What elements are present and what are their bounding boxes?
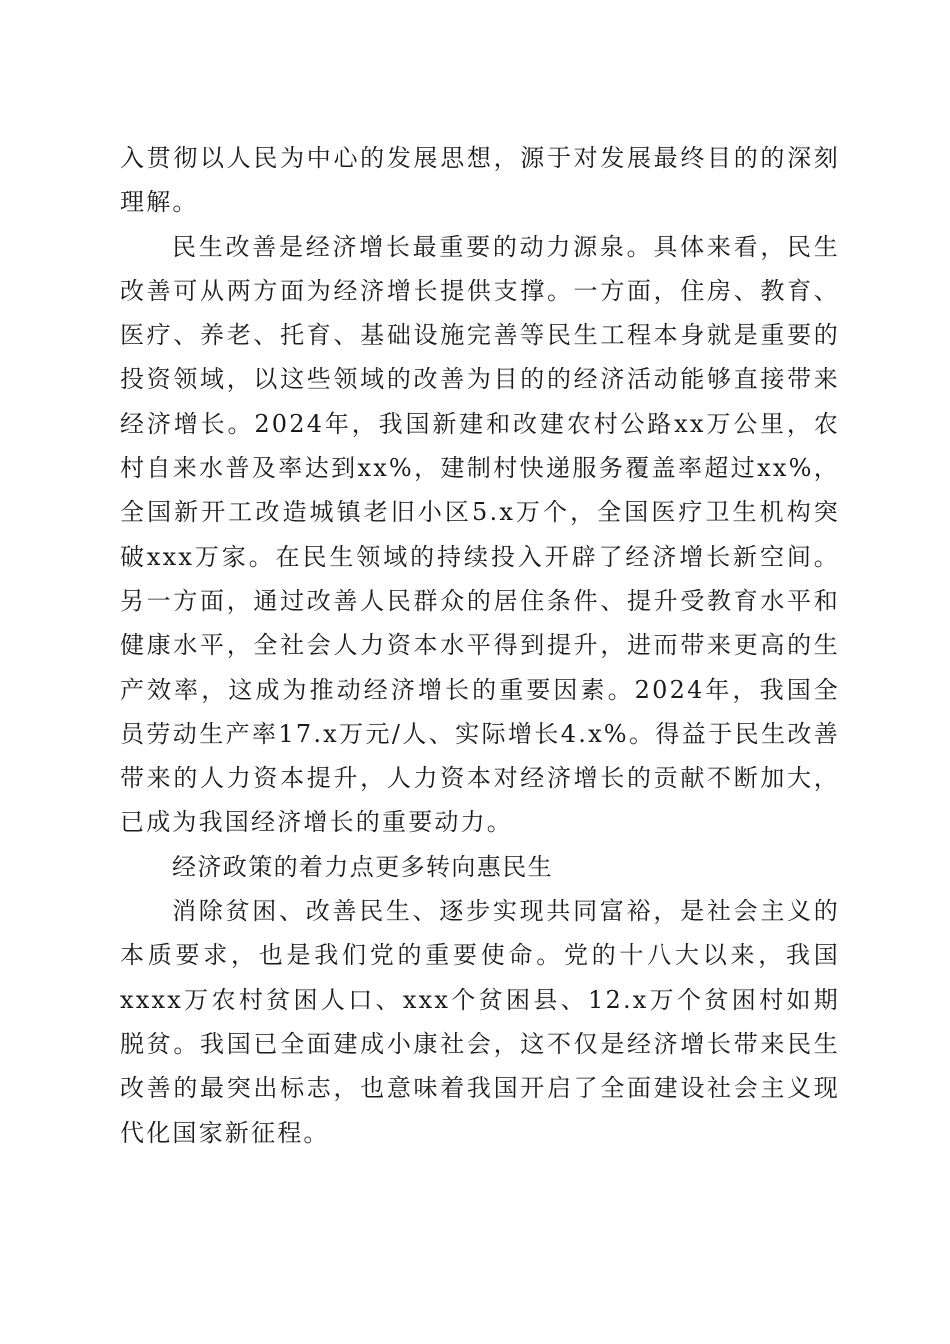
section-heading: 经济政策的着力点更多转向惠民生: [172, 852, 553, 881]
paragraph-livelihood-growth: 民生改善是经济增长最重要的动力源泉。具体来看，民生改善可从两方面为经济增长提供支撑。一方面，住房、教育、医疗、养老、托育、基础设施完善等民生工程本身就是重要的投资领域，以这些领域的改善为目的的经济活动能够直接带来经济增长。2024年，我国新建和改建农村公路xx万公里，农村自来水普及率达到xx%，建制村快递服务覆盖率超过xx%，全国新开工改造城镇老旧小区5.x万个，全国医疗卫生机构突破xxx万家。在民生领域的持续投入开辟了经济增长新空间。另一方面，通过改善人民群众的居住条件、提升受教育水平和健康水平，全社会人力资本水平得到提升，进而带来更高的生产效率，这成为推动经济增长的重要因素。2024年，我国全员劳动生产率17.x万元/人、实际增长4.x%。得益于民生改善带来的人力资本提升，人力资本对经济增长的贡献不断加大，已成为我国经济增长的重要动力。: [120, 232, 840, 837]
paragraph-continuation: 入贯彻以人民为中心的发展思想，源于对发展最终目的的深刻理解。: [120, 144, 840, 217]
document-body: [120, 136, 840, 1155]
paragraph-poverty-elimination: 消除贫困、改善民生、逐步实现共同富裕，是社会主义的本质要求，也是我们党的重要使命。党的十八大以来，我国xxxx万农村贫困人口、xxx个贫困县、12.x万个贫困村如期脱贫。我国已全面建成小康社会，这不仅是经济增长带来民生改善的最突出标志，也意味着我国开启了全面建设社会主义现代化国家新征程。: [120, 897, 840, 1147]
